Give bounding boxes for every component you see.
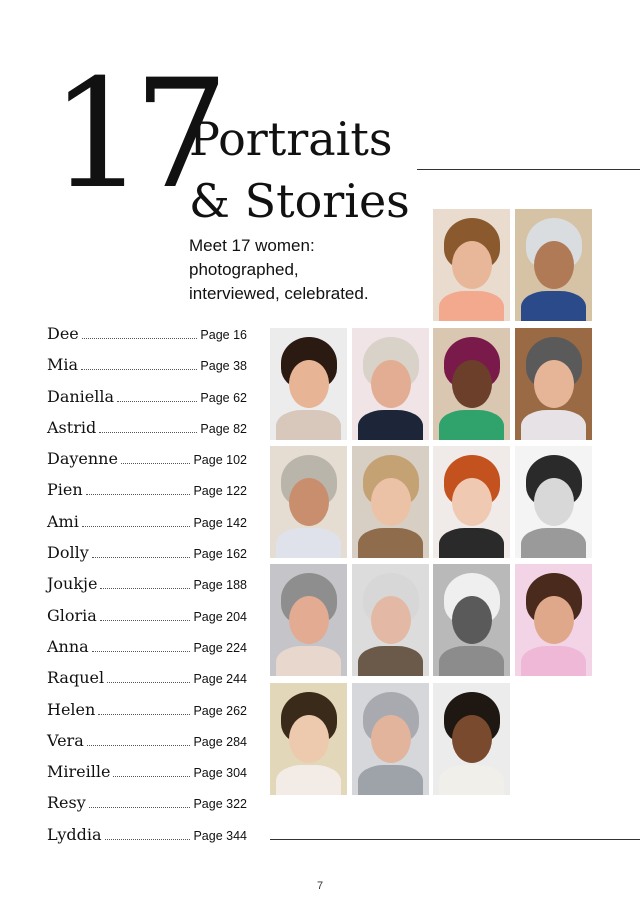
portrait-body (276, 528, 341, 558)
portrait-face (371, 715, 411, 763)
toc-entry-page: Page 244 (193, 672, 247, 687)
toc-entry[interactable] (47, 606, 247, 637)
toc-entry-page: Page 284 (193, 734, 247, 749)
toc-entry-name: Gloria (47, 605, 97, 625)
toc-entry-name: Daniella (47, 386, 115, 406)
portrait-photo (270, 683, 347, 795)
toc-entry[interactable] (47, 700, 247, 731)
toc-leader-dots (92, 557, 191, 558)
portrait-body (276, 765, 341, 795)
portrait-body (276, 646, 341, 676)
toc-entry-name: Resy (47, 793, 86, 813)
portrait-photo (515, 446, 592, 558)
toc-leader-dots (100, 588, 190, 589)
portrait-body (358, 765, 423, 795)
portrait-photo (433, 209, 510, 321)
portrait-photo (433, 683, 510, 795)
toc-entry[interactable] (47, 793, 247, 824)
divider-top (417, 169, 640, 170)
toc-entry-name: Joukje (47, 574, 98, 594)
toc-entry[interactable] (47, 731, 247, 762)
portrait-body (439, 291, 504, 321)
portrait-photo (352, 328, 429, 440)
portrait-photo (352, 446, 429, 558)
portrait-photo (352, 683, 429, 795)
portrait-body (276, 410, 341, 440)
toc-entry[interactable] (47, 449, 247, 480)
portrait-photo (270, 446, 347, 558)
portrait-face (289, 478, 329, 526)
portrait-photo (270, 564, 347, 676)
toc-entry-name: Vera (47, 730, 84, 750)
toc-entry-name: Dee (47, 324, 79, 343)
toc-entry-page: Page 204 (193, 609, 247, 624)
toc-leader-dots (86, 494, 191, 495)
toc-leader-dots (87, 745, 191, 746)
portrait-face (452, 715, 492, 763)
toc-leader-dots (99, 432, 197, 433)
toc-leader-dots (82, 526, 191, 527)
toc-entry-page: Page 224 (193, 640, 247, 655)
toc-entry[interactable] (47, 668, 247, 699)
portrait-body (358, 528, 423, 558)
portrait-face (371, 596, 411, 644)
portrait-body (439, 528, 504, 558)
portrait-face (452, 596, 492, 644)
portrait-body (358, 410, 423, 440)
portrait-face (371, 478, 411, 526)
portrait-body (521, 528, 586, 558)
toc-leader-dots (81, 369, 197, 370)
portrait-face (534, 360, 574, 408)
portrait-body (521, 646, 586, 676)
toc-entry[interactable] (47, 543, 247, 574)
portrait-face (534, 478, 574, 526)
toc-leader-dots (107, 682, 190, 683)
toc-entry-name: Dayenne (47, 449, 118, 469)
toc-leader-dots (98, 714, 190, 715)
toc-leader-dots (113, 776, 190, 777)
portrait-photo (515, 328, 592, 440)
toc-entry[interactable] (47, 387, 247, 418)
portrait-photo (515, 209, 592, 321)
portrait-photo (433, 446, 510, 558)
toc-leader-dots (105, 839, 191, 840)
portrait-face (289, 596, 329, 644)
toc-entry-page: Page 142 (193, 515, 247, 530)
toc-entry-page: Page 188 (193, 578, 247, 593)
toc-entry[interactable] (47, 512, 247, 543)
toc-entry[interactable] (47, 762, 247, 793)
toc-leader-dots (121, 463, 191, 464)
toc-entry-name: Raquel (47, 668, 105, 688)
toc-entry-name: Anna (47, 636, 89, 656)
toc-entry-page: Page 62 (200, 390, 247, 405)
portrait-face (289, 715, 329, 763)
toc-entry-page: Page 344 (193, 828, 247, 843)
portrait-photo (433, 328, 510, 440)
table-of-contents (47, 324, 247, 856)
portrait-body (358, 646, 423, 676)
toc-entry-page: Page 102 (193, 453, 247, 468)
portrait-body (439, 646, 504, 676)
portrait-face (452, 478, 492, 526)
toc-entry-name: Astrid (47, 417, 97, 437)
subtitle-line: Meet 17 women: (189, 236, 315, 255)
toc-entry-name: Ami (47, 511, 79, 531)
page-number: 7 (316, 880, 324, 892)
subtitle-line: interviewed, celebrated. (189, 284, 369, 303)
portrait-face (534, 241, 574, 289)
portrait-body (521, 410, 586, 440)
big-number: 17 (50, 48, 217, 222)
portrait-face (452, 241, 492, 289)
toc-entry-name: Helen (47, 699, 96, 719)
toc-entry[interactable] (47, 480, 247, 511)
portrait-photo (515, 564, 592, 676)
title-line-2: & Stories (189, 174, 410, 228)
title-line-1: Portraits (189, 112, 393, 166)
toc-entry-page: Page 82 (200, 421, 247, 436)
toc-entry-name: Dolly (47, 543, 89, 563)
portrait-face (534, 596, 574, 644)
toc-entry-name: Lyddia (47, 824, 102, 844)
toc-entry[interactable] (47, 324, 247, 355)
toc-leader-dots (82, 338, 198, 339)
toc-entry-page: Page 38 (200, 359, 247, 374)
portrait-body (521, 291, 586, 321)
toc-entry-page: Page 122 (193, 484, 247, 499)
portrait-face (289, 360, 329, 408)
toc-entry[interactable] (47, 825, 247, 856)
portrait-photo (352, 564, 429, 676)
toc-entry-name: Mia (47, 355, 79, 375)
portrait-body (439, 765, 504, 795)
subtitle (189, 234, 369, 306)
toc-entry-page: Page 304 (193, 766, 247, 781)
portrait-face (371, 360, 411, 408)
subtitle-line: photographed, (189, 260, 299, 279)
divider-bottom (270, 839, 640, 840)
toc-entry[interactable] (47, 355, 247, 386)
toc-entry-page: Page 262 (193, 703, 247, 718)
toc-entry[interactable] (47, 418, 247, 449)
toc-entry-page: Page 162 (193, 547, 247, 562)
toc-leader-dots (89, 807, 191, 808)
toc-entry[interactable] (47, 574, 247, 605)
toc-entry-name: Mireille (47, 762, 111, 782)
toc-leader-dots (100, 620, 191, 621)
toc-leader-dots (117, 401, 197, 402)
toc-leader-dots (92, 651, 191, 652)
toc-entry-name: Pien (47, 480, 83, 500)
portrait-body (439, 410, 504, 440)
toc-entry-page: Page 16 (200, 328, 247, 342)
toc-entry[interactable] (47, 637, 247, 668)
portrait-face (452, 360, 492, 408)
portrait-photo (433, 564, 510, 676)
toc-entry-page: Page 322 (193, 797, 247, 812)
portrait-photo (270, 328, 347, 440)
